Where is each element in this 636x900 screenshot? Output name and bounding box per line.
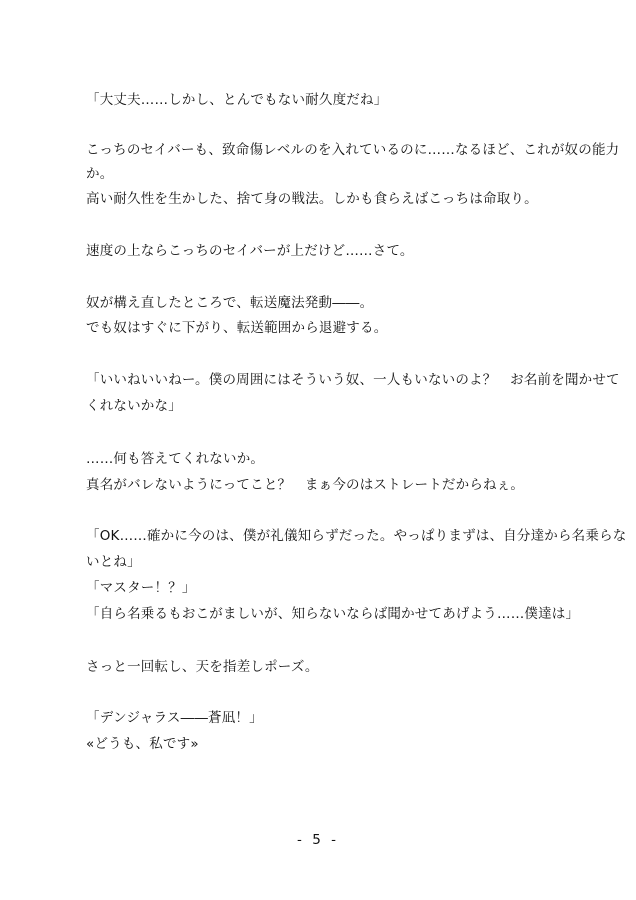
text-line: 「マスター！？」 bbox=[86, 580, 196, 596]
text-line: 高い耐久性を生かした、捨て身の戦法。しかも食らえばこっちは命取り。 bbox=[86, 191, 538, 207]
text-line: ……何も答えてくれないか。 bbox=[86, 451, 265, 467]
page-number: - 5 - bbox=[297, 832, 339, 848]
text-line: 真名がバレないようにってこと？ まぁ今のはストレートだからねぇ。 bbox=[86, 477, 525, 493]
text-line: こっちのセイバーも、致命傷レベルのを入れているのに……なるほど、これが奴の能力 bbox=[86, 142, 620, 158]
text-line: 速度の上ならこっちのセイバーが上だけど……さて。 bbox=[86, 243, 414, 259]
text-line: 「OK……確かに今のは、僕が礼儀知らずだった。やっぱりまずは、自分達から名乗らな bbox=[86, 528, 627, 544]
text-line: «どうも、私です» bbox=[86, 736, 199, 752]
text-line: か。 bbox=[86, 166, 114, 182]
text-line: 「大丈夫……しかし、とんでもない耐久度だね」 bbox=[86, 92, 388, 108]
text-line: 「いいねいいねー。僕の周囲にはそういう奴、一人もいないのよ？ お名前を聞かせて bbox=[86, 372, 620, 388]
text-line: 「自ら名乗るもおこがましいが、知らないならば聞かせてあげよう……僕達は」 bbox=[86, 606, 580, 622]
text-line: 「デンジャラス――蒼凪！」 bbox=[86, 710, 263, 726]
text-line: 奴が構え直したところで、転送魔法発動――。 bbox=[86, 295, 374, 311]
text-line: いとね」 bbox=[86, 554, 141, 570]
text-line: くれないかな」 bbox=[86, 398, 182, 414]
text-line: でも奴はすぐに下がり、転送範囲から退避する。 bbox=[86, 320, 388, 336]
text-line: さっと一回転し、天を指差しポーズ。 bbox=[86, 659, 319, 675]
